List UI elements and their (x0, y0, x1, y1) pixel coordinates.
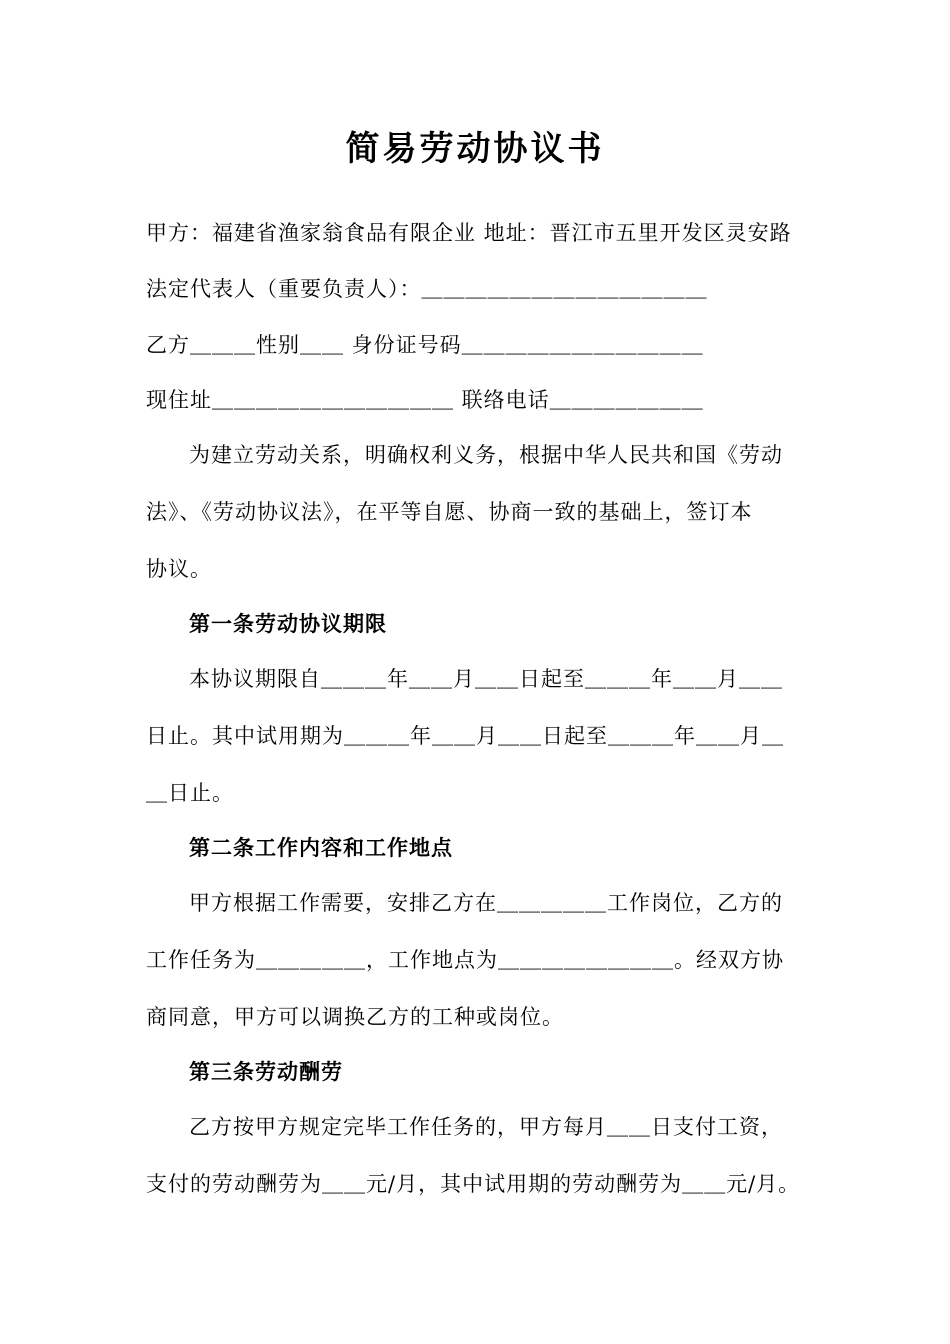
preamble-line-2: 法》、《劳动协议法》，在平等自愿、协商一致的基础上，签订本 (146, 500, 753, 524)
article-2-heading: 第二条工作内容和工作地点 (189, 835, 453, 860)
article-2-line-2: 工作任务为＿＿＿＿＿，工作地点为＿＿＿＿＿＿＿＿。经双方协 (146, 948, 784, 972)
document-title: 简易劳动协议书 (345, 129, 605, 169)
address-phone-line: 现住址＿＿＿＿＿＿＿＿＿＿＿ 联络电话＿＿＿＿＿＿＿ (146, 388, 704, 412)
article-2-line-3: 商同意，甲方可以调换乙方的工种或岗位。 (146, 1005, 564, 1029)
article-2-line-1: 甲方根据工作需要，安排乙方在＿＿＿＿＿工作岗位，乙方的 (189, 891, 783, 915)
article-3-line-1: 乙方按甲方规定完毕工作任务的，甲方每月＿＿日支付工资， (189, 1115, 783, 1139)
preamble-line-1: 为建立劳动关系，明确权利义务，根据中华人民共和国《劳动 (189, 443, 783, 467)
article-1-heading: 第一条劳动协议期限 (189, 611, 387, 636)
legal-representative-line: 法定代表人（重要负责人）：＿＿＿＿＿＿＿＿＿＿＿＿＿ (146, 277, 708, 301)
article-1-line-2: 日止。其中试用期为＿＿＿年＿＿月＿＿日起至＿＿＿年＿＿月＿ (146, 724, 784, 748)
article-1-line-1: 本协议期限自＿＿＿年＿＿月＿＿日起至＿＿＿年＿＿月＿＿ (189, 667, 783, 691)
party-b-line: 乙方＿＿＿性别＿＿ 身份证号码＿＿＿＿＿＿＿＿＿＿＿ (146, 333, 704, 357)
article-1-line-3: ＿日止。 (146, 781, 234, 805)
preamble-line-3: 协议。 (146, 557, 212, 581)
article-3-heading: 第三条劳动酬劳 (189, 1059, 343, 1084)
party-a-line: 甲方：福建省渔家翁食品有限企业 地址：晋江市五里开发区灵安路 (146, 221, 792, 245)
article-3-line-2: 支付的劳动酬劳为＿＿元/月，其中试用期的劳动酬劳为＿＿元/月。 (146, 1172, 801, 1196)
